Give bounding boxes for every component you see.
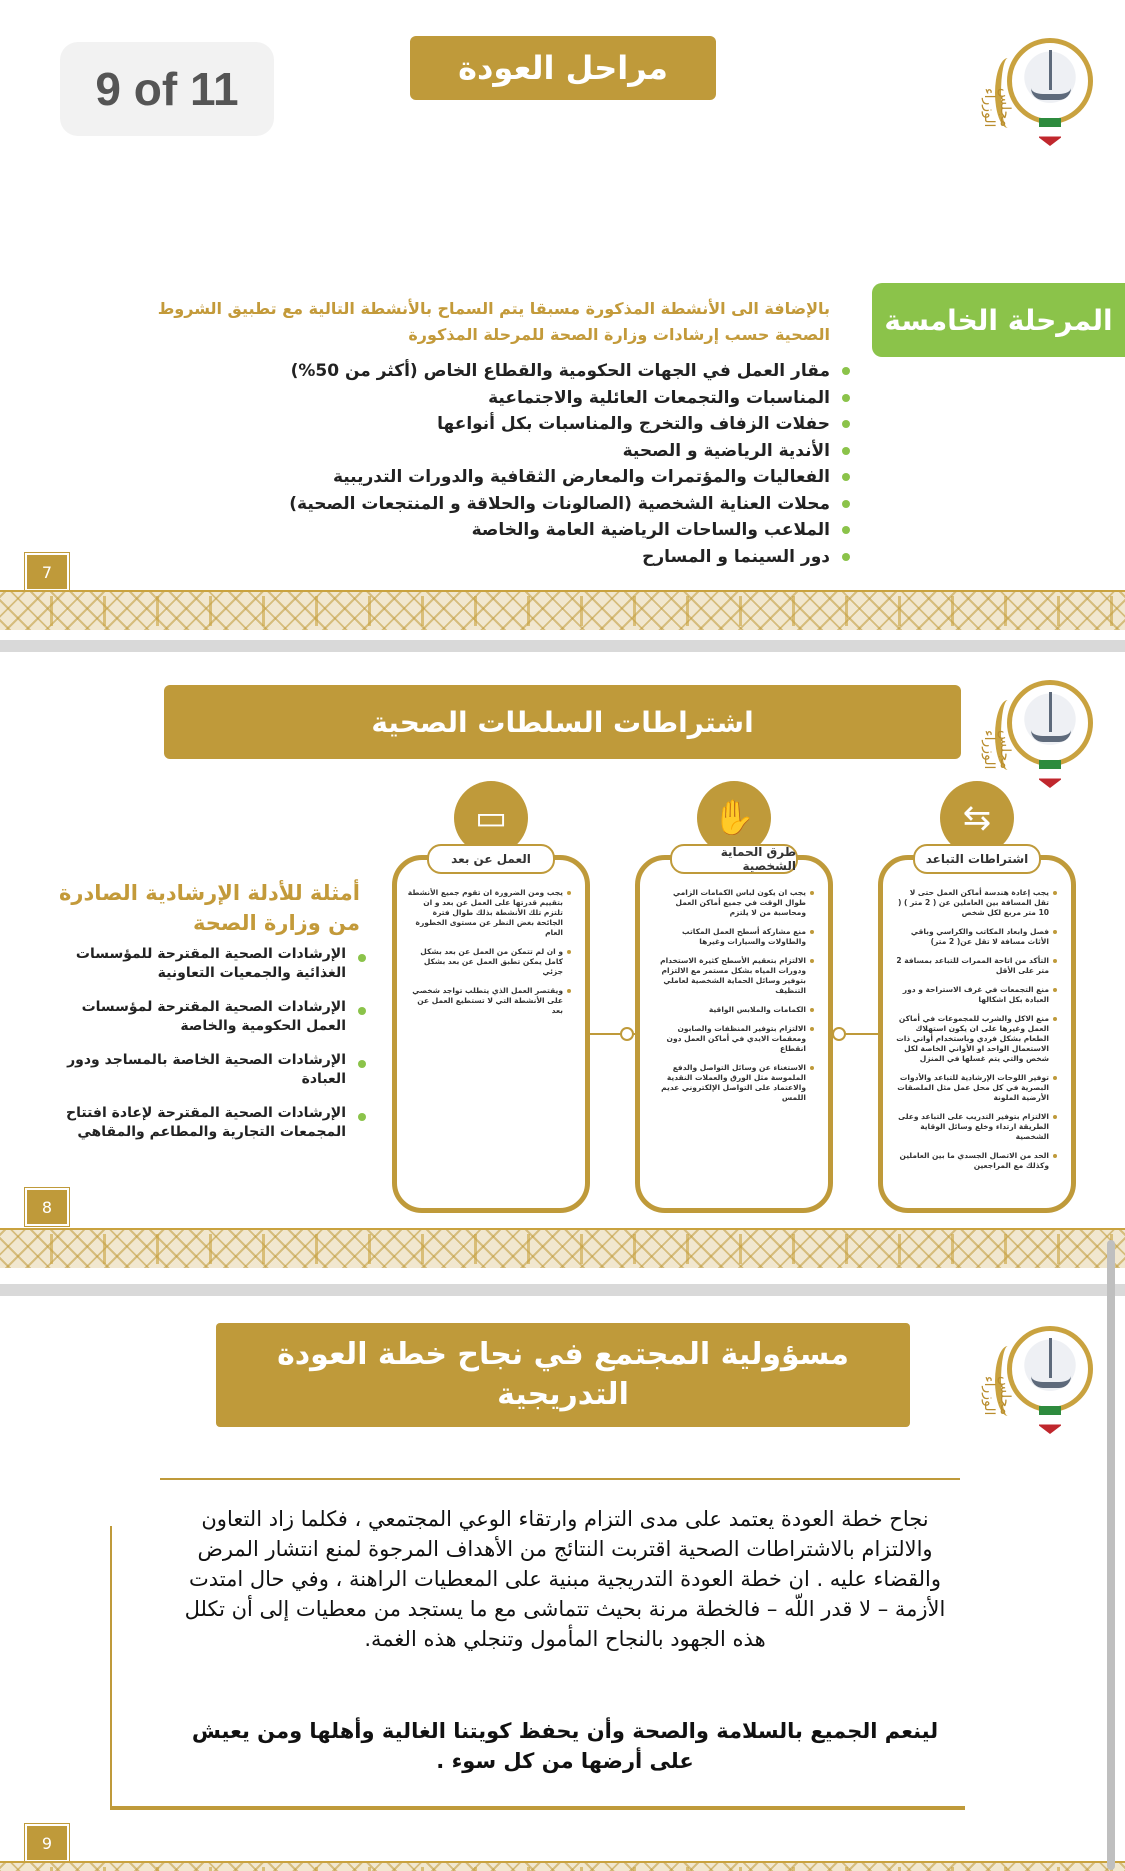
people-distance-icon: ⇆ bbox=[940, 781, 1014, 855]
list-item: المناسبات والتجمعات العائلية والاجتماعية bbox=[250, 385, 850, 412]
kuwait-flag-icon bbox=[1039, 1406, 1061, 1434]
connector-node bbox=[620, 1027, 634, 1041]
list-item: فصل وابعاد المكاتب والكراسي وباقي الأثاث مسافة لا تقل عن( 2 متر) bbox=[893, 927, 1057, 947]
list-item: الفعاليات والمؤتمرات والمعارض الثقافية والدورات التدريبية bbox=[250, 464, 850, 491]
list-item: توفير اللوحات الإرشادية للتباعد والأدوات البصرية في كل محل عمل مثل الملصقات الأرضية الملونة bbox=[893, 1073, 1057, 1103]
slide-number: 7 bbox=[25, 553, 69, 591]
hand-washing-icon: ✋ bbox=[697, 781, 771, 855]
list-item: الإرشادات الصحية المقترحة لإعادة افتتاح المجمعات التجارية والمطاعم والمقاهي bbox=[40, 1104, 366, 1142]
list-item: الملاعب والساحات الرياضية العامة والخاصة bbox=[250, 517, 850, 544]
decorative-border bbox=[0, 1228, 1125, 1268]
column-list bbox=[883, 860, 1071, 1171]
list-item: الالتزام بتعقيم الأسطح كثيرة الاستخدام ودورات المياه بشكل مستمر مع الالتزام بتوفير وسائل الحماية الشخصية لعاملي التنظيف bbox=[650, 956, 814, 996]
kuwait-flag-icon bbox=[1039, 118, 1061, 146]
kuwait-flag-icon bbox=[1039, 760, 1061, 788]
decorative-border bbox=[0, 1861, 1125, 1871]
list-item: منع التجمعات في غرف الاستراحة و دور العبادة بكل اشكالها bbox=[893, 985, 1057, 1005]
list-item: التأكد من اتاحة الممرات للتباعد بمسافة 2 متر على الأقل bbox=[893, 956, 1057, 976]
list-item: يجب ان يكون لباس الكمامات الزامي طوال الوقت في جميع أماكن العمل ومحاسبة من لا يلتزم bbox=[650, 888, 814, 918]
column-header: طرق الحماية الشخصية bbox=[670, 844, 798, 874]
column-header: اشتراطات التباعد bbox=[913, 844, 1041, 874]
slide-9 bbox=[0, 1296, 1125, 1871]
list-item: يجب ومن الضرورة ان تقوم جميع الأنشطة بتقييم قدرتها على العمل عن بعد و ان تلتزم تلك الأنشطة بذلك طوال فترة الجائحة بغض النظر عن مستوى الخطورة العام bbox=[407, 888, 571, 938]
list-item: منع مشاركة أسطح العمل المكاتب والطاولات والسيارات وغيرها bbox=[650, 927, 814, 947]
decorative-border bbox=[0, 590, 1125, 630]
allowed-activities-list bbox=[250, 358, 850, 570]
list-item: الأندية الرياضية و الصحية bbox=[250, 438, 850, 465]
list-item: الإرشادات الصحية الخاصة بالمساجد ودور العبادة bbox=[40, 1051, 366, 1089]
logo-script: مجلس الوزراء bbox=[981, 88, 1013, 128]
list-item: ويقتصر العمل الذي يتطلب تواجد شخصي على الأنشطة التي لا تستطيع العمل عن بعد bbox=[407, 986, 571, 1016]
list-item: دور السينما و المسارح bbox=[250, 544, 850, 571]
guides-title: أمثلة للأدلة الإرشادية الصادرة من وزارة الصحة bbox=[58, 881, 360, 935]
body-paragraph: نجاح خطة العودة يعتمد على مدى التزام وارتقاء الوعي المجتمعي ، فكلما زاد التعاون والالتزام بالاشتراطات الصحية اقتربت النتائج من الأهداف المرجوة لمنع انتشار المرض والقضاء عليه . ان خطة العودة التدريجية مبنية على المعطيات الراهنة ، وفي حال امتدت الأزمة – لا قدر اللّه – فالخطة مرنة بحيث تتماشى مع ما يستجد من معطيات إلى أن تكلل هذه الجهود بالنجاح المأمول وتنجلي هذه الغمة. bbox=[184, 1507, 946, 1651]
guides-list bbox=[40, 945, 366, 1142]
mast-icon bbox=[1049, 1338, 1052, 1378]
personal-protection-column bbox=[635, 845, 833, 1213]
scrollbar[interactable] bbox=[1107, 1240, 1115, 1870]
mast-icon bbox=[1049, 692, 1052, 732]
slide-title-box bbox=[164, 685, 961, 759]
list-item: الإرشادات الصحية المقترحة لمؤسسات العمل الحكومية والخاصة bbox=[40, 998, 366, 1036]
distancing-column bbox=[878, 852, 1076, 1213]
slide-title: مراحل العودة bbox=[458, 49, 668, 87]
page-counter: 9 of 11 bbox=[95, 63, 239, 115]
mast-icon bbox=[1049, 50, 1052, 90]
slide-number: 9 bbox=[25, 1824, 69, 1862]
kuwait-cabinet-logo bbox=[981, 672, 1110, 792]
column-list bbox=[397, 860, 585, 1016]
list-item: الحد من الاتصال الجسدي ما بين العاملين وكذلك مع المراجعين bbox=[893, 1151, 1057, 1171]
phase-intro: بالإضافة الى الأنشطة المذكورة مسبقا يتم السماح بالأنشطة التالية مع تطبيق الشروط الصحية حسب إرشادات وزارة الصحة للمرحلة المذكورة bbox=[157, 299, 830, 344]
list-item: الإرشادات الصحية المقترحة للمؤسسات الغذائية والجمعيات التعاونية bbox=[40, 945, 366, 983]
list-item: و ان لم تتمكن من العمل عن بعد بشكل كامل يمكن تطبق العمل عن بعد بشكل جزئي bbox=[407, 947, 571, 977]
phase-label-box bbox=[872, 283, 1125, 357]
list-item: الكمامات والملابس الواقية bbox=[650, 1005, 814, 1015]
slide-title-box bbox=[216, 1323, 910, 1427]
text-frame-bottom bbox=[110, 1806, 965, 1810]
phase-label: المرحلة الخامسة bbox=[884, 303, 1113, 337]
list-item: الالتزام بتوفير التدريب على التباعد وعلى الطريقة ارتداء وخلع وسائل الوقاية الشخصية bbox=[893, 1112, 1057, 1142]
page-counter-badge bbox=[60, 42, 274, 136]
kuwait-cabinet-logo bbox=[981, 1318, 1110, 1438]
remote-work-column bbox=[392, 852, 590, 1213]
list-item: يجب إعادة هندسة أماكن العمل حتى لا تقل المسافة بين العاملين عن ( 2 متر ) ( 10 متر مربع لكل شخص bbox=[893, 888, 1057, 918]
list-item: مقار العمل في الجهات الحكومية والقطاع الخاص (أكثر من 50%) bbox=[250, 358, 850, 385]
slide-number: 8 bbox=[25, 1188, 69, 1226]
text-frame-top bbox=[160, 1478, 960, 1480]
list-item: حفلات الزفاف والتخرج والمناسبات بكل أنواعها bbox=[250, 411, 850, 438]
closing-statement: لينعم الجميع بالسلامة والصحة وأن يحفظ كويتنا الغالية وأهلها ومن يعيش على أرضها من كل سوء . bbox=[191, 1719, 939, 1773]
slide-title-box bbox=[410, 36, 716, 100]
kuwait-cabinet-logo bbox=[981, 30, 1110, 150]
connector-node bbox=[832, 1027, 846, 1041]
logo-script: مجلس الوزراء bbox=[981, 730, 1013, 770]
list-item: محلات العناية الشخصية (الصالونات والحلاقة و المنتجعات الصحية) bbox=[250, 491, 850, 518]
column-header: العمل عن بعد bbox=[427, 844, 555, 874]
slide-7 bbox=[0, 0, 1125, 640]
slide-title: اشتراطات السلطات الصحية bbox=[371, 705, 754, 739]
computer-icon: ▭ bbox=[454, 781, 528, 855]
list-item: الالتزام بتوفير المنظفات والصابون ومعقمات الايدي في أماكن العمل دون انقطاع bbox=[650, 1024, 814, 1054]
column-list bbox=[640, 860, 828, 1103]
slide-title: مسؤولية المجتمع في نجاح خطة العودة التدريجية bbox=[277, 1337, 849, 1412]
text-frame-left bbox=[110, 1526, 112, 1808]
logo-script: مجلس الوزراء bbox=[981, 1376, 1013, 1416]
list-item: منع الاكل والشرب للمجموعات في أماكن العمل وغيرها على ان يكون استهلاك الطعام بشكل فردي وباستخدام أواني ذات الاستعمال الواحد او الأواني الخاصة لكل شخص والتي يتم غسلها في المنزل bbox=[893, 1014, 1057, 1064]
list-item: الاستغناء عن وسائل التواصل والدفع الملموسة مثل الورق والعملات النقدية والاعتماد على التواصل الإلكتروني عديم اللمس bbox=[650, 1063, 814, 1103]
